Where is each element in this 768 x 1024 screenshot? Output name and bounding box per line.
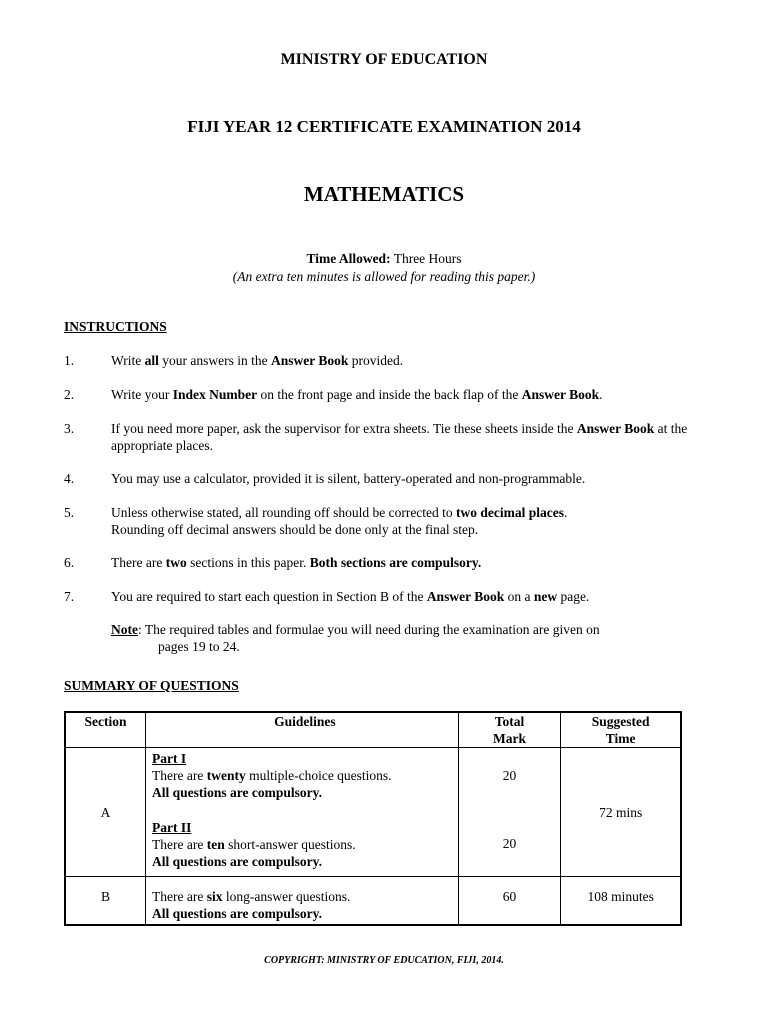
- section-b-bold: six: [206, 889, 223, 904]
- col-suggested-time: [561, 712, 681, 748]
- col-total-mark: [458, 712, 561, 748]
- copyright-footer: COPYRIGHT: MINISTRY OF EDUCATION, FIJI, 2014.: [264, 955, 504, 966]
- part1-compulsory: All questions are compulsory.: [152, 785, 323, 800]
- part1-mark: 20: [502, 768, 517, 783]
- summary-table: [64, 711, 682, 926]
- note: [111, 621, 711, 655]
- col-guidelines: Guidelines: [146, 712, 459, 748]
- section-b-desc: [152, 888, 458, 905]
- part2-post: short-answer questions.: [224, 837, 356, 852]
- instruction-text: You may use a calculator, provided it is silent, battery-operated and non-programmable.: [111, 471, 586, 486]
- time-allowed-label: Time Allowed:: [306, 251, 391, 266]
- instruction-text: Write your Index Number on the front page and inside the back flap of the Answer Book.: [111, 387, 603, 402]
- part1-post: multiple-choice questions.: [245, 768, 392, 783]
- subject-title: MATHEMATICS: [303, 182, 465, 206]
- time-allowed-value: Three Hours: [393, 251, 462, 266]
- instruction-number: 1.: [64, 353, 75, 368]
- instructions-heading: INSTRUCTIONS: [64, 319, 167, 334]
- section-a-label: A: [65, 748, 146, 877]
- ministry-title: MINISTRY OF EDUCATION: [280, 51, 488, 68]
- section-b-guidelines: [146, 877, 459, 925]
- instruction-number: 3.: [64, 421, 75, 436]
- table-row-section-a: [65, 748, 681, 877]
- instruction-number: 4.: [64, 471, 75, 486]
- instruction-text: If you need more paper, ask the supervisor for extra sheets. Tie these sheets inside the Answer Book at the appropriate places.: [111, 421, 688, 453]
- part1-pre: There are: [152, 768, 207, 783]
- note-label: Note: [111, 622, 138, 637]
- table-row-section-b: [65, 877, 681, 925]
- section-b-time: 108 minutes: [561, 877, 681, 925]
- summary-heading: SUMMARY OF QUESTIONS: [64, 678, 239, 693]
- section-a-guidelines: [146, 748, 459, 877]
- section-a-marks: [458, 748, 561, 877]
- instruction-text: You are required to start each question in Section B of the Answer Book on a new page.: [111, 589, 590, 604]
- part2-bold: ten: [206, 837, 225, 852]
- time-allowed: [0, 251, 768, 267]
- section-b-mark: 60: [458, 877, 561, 925]
- part2-desc: [152, 836, 458, 853]
- section-a-time: 72 mins: [561, 748, 681, 877]
- exam-title: FIJI YEAR 12 CERTIFICATE EXAMINATION 2014: [187, 117, 581, 136]
- note-text: : The required tables and formulae you will need during the examination are given on: [138, 622, 600, 637]
- instruction-number: 2.: [64, 387, 75, 402]
- col-total-mark-label: Total Mark: [492, 714, 526, 746]
- note-text-2: pages 19 to 24.: [158, 639, 240, 654]
- instruction-number: 6.: [64, 555, 75, 570]
- section-b-compulsory: All questions are compulsory.: [152, 906, 323, 921]
- part1-title: Part I: [152, 751, 187, 766]
- part2-title: Part II: [152, 820, 192, 835]
- part1-desc: [152, 767, 458, 784]
- instruction-number: 5.: [64, 505, 75, 520]
- instruction-text: There are two sections in this paper. Both sections are compulsory.: [111, 555, 482, 570]
- col-suggested-time-label: Suggested Time: [591, 714, 650, 746]
- part2-compulsory: All questions are compulsory.: [152, 854, 323, 869]
- part1-bold: twenty: [206, 768, 246, 783]
- instruction-number: 7.: [64, 589, 75, 604]
- instruction-text: Unless otherwise stated, all rounding off should be corrected to two decimal places. Rounding off decimal answers should be done only at the final step.: [111, 505, 568, 537]
- part2-mark: 20: [502, 836, 517, 851]
- section-b-label: B: [65, 877, 146, 925]
- reading-time-note: (An extra ten minutes is allowed for reading this paper.): [232, 269, 536, 284]
- section-b-pre: There are: [152, 889, 207, 904]
- section-b-post: long-answer questions.: [222, 889, 351, 904]
- instruction-text: Write all your answers in the Answer Book provided.: [111, 353, 404, 368]
- table-header-row: [65, 712, 681, 748]
- part2-pre: There are: [152, 837, 207, 852]
- col-section: Section: [65, 712, 146, 748]
